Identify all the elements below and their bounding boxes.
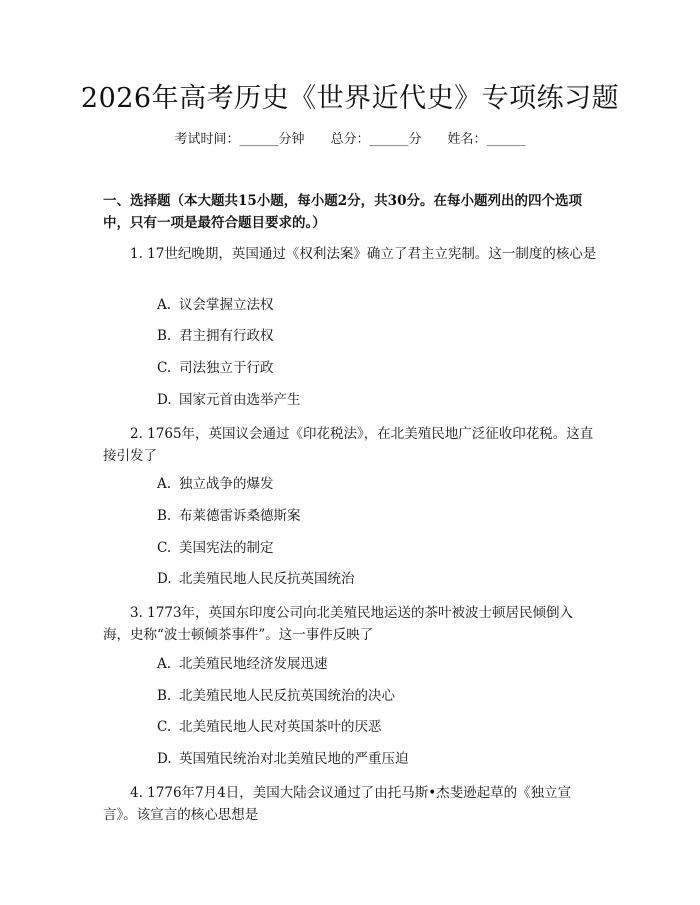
option-text: 独立战争的爆发 bbox=[179, 476, 274, 492]
total-score-label: 总分：______分 bbox=[330, 132, 422, 147]
question-2-option-a bbox=[157, 474, 597, 494]
option-text: 美国宪法的制定 bbox=[179, 540, 274, 556]
question-3-option-d bbox=[157, 749, 597, 769]
option-letter: C. bbox=[157, 540, 172, 556]
question-2-option-d bbox=[157, 569, 597, 589]
option-letter: D. bbox=[157, 751, 172, 767]
section-heading: 一、选择题（本大题共15小题，每小题2分，共30分。在每小题列出的四个选项中，只有一项是最符合题目要求的。） bbox=[103, 193, 582, 231]
option-letter: C. bbox=[157, 719, 172, 735]
question-3-stem: 3. 1773年，英国东印度公司向北美殖民地运送的茶叶被波士顿居民倾倒入海，史称“波士顿倾茶事件”。这一事件反映了 bbox=[103, 605, 574, 643]
question-3-option-c bbox=[157, 717, 597, 737]
question-2-option-b bbox=[157, 506, 597, 526]
option-text: 君主拥有行政权 bbox=[179, 328, 274, 344]
option-letter: B. bbox=[157, 508, 172, 524]
option-letter: B. bbox=[157, 688, 172, 704]
student-name-label: 姓名：______ bbox=[447, 132, 526, 147]
question-1-option-d bbox=[157, 390, 597, 410]
option-text: 国家元首由选举产生 bbox=[179, 392, 301, 408]
option-letter: D. bbox=[157, 571, 172, 587]
page-title: 2026年高考历史《世界近代史》专项练习题 bbox=[80, 83, 620, 114]
option-letter: A. bbox=[157, 476, 172, 492]
option-letter: A. bbox=[157, 297, 172, 313]
question-1-option-c bbox=[157, 358, 597, 378]
option-text: 司法独立于行政 bbox=[179, 360, 274, 376]
option-letter: C. bbox=[157, 360, 172, 376]
option-letter: A. bbox=[157, 656, 172, 672]
option-text: 布莱德雷诉桑德斯案 bbox=[179, 508, 301, 524]
option-text: 北美殖民地人民对英国茶叶的厌恶 bbox=[179, 719, 382, 735]
question-1-option-b bbox=[157, 326, 597, 346]
exam-time-label: 考试时间：______分钟 bbox=[174, 132, 305, 147]
option-text: 北美殖民地经济发展迅速 bbox=[179, 656, 328, 672]
question-3-option-b bbox=[157, 686, 597, 706]
option-letter: B. bbox=[157, 328, 172, 344]
question-4-stem: 4. 1776年7月4日，美国大陆会议通过了由托马斯•杰斐逊起草的《独立宣言》。该宣言的核心思想是 bbox=[103, 785, 572, 823]
question-2-option-c bbox=[157, 538, 597, 558]
option-text: 北美殖民地人民反抗英国统治 bbox=[179, 571, 355, 587]
question-2-stem: 2. 1765年，英国议会通过《印花税法》，在北美殖民地广泛征收印花税。这直接引发了 bbox=[103, 426, 594, 464]
question-1-option-a bbox=[157, 295, 597, 315]
question-1-stem: 1. 17世纪晚期，英国通过《权利法案》确立了君主立宪制。这一制度的核心是 bbox=[130, 246, 597, 262]
option-text: 议会掌握立法权 bbox=[179, 297, 274, 313]
option-text: 英国殖民统治对北美殖民地的严重压迫 bbox=[179, 751, 409, 767]
option-text: 北美殖民地人民反抗英国统治的决心 bbox=[179, 688, 395, 704]
exam-meta-line bbox=[0, 131, 700, 149]
question-3-option-a bbox=[157, 654, 597, 674]
option-letter: D. bbox=[157, 392, 172, 408]
